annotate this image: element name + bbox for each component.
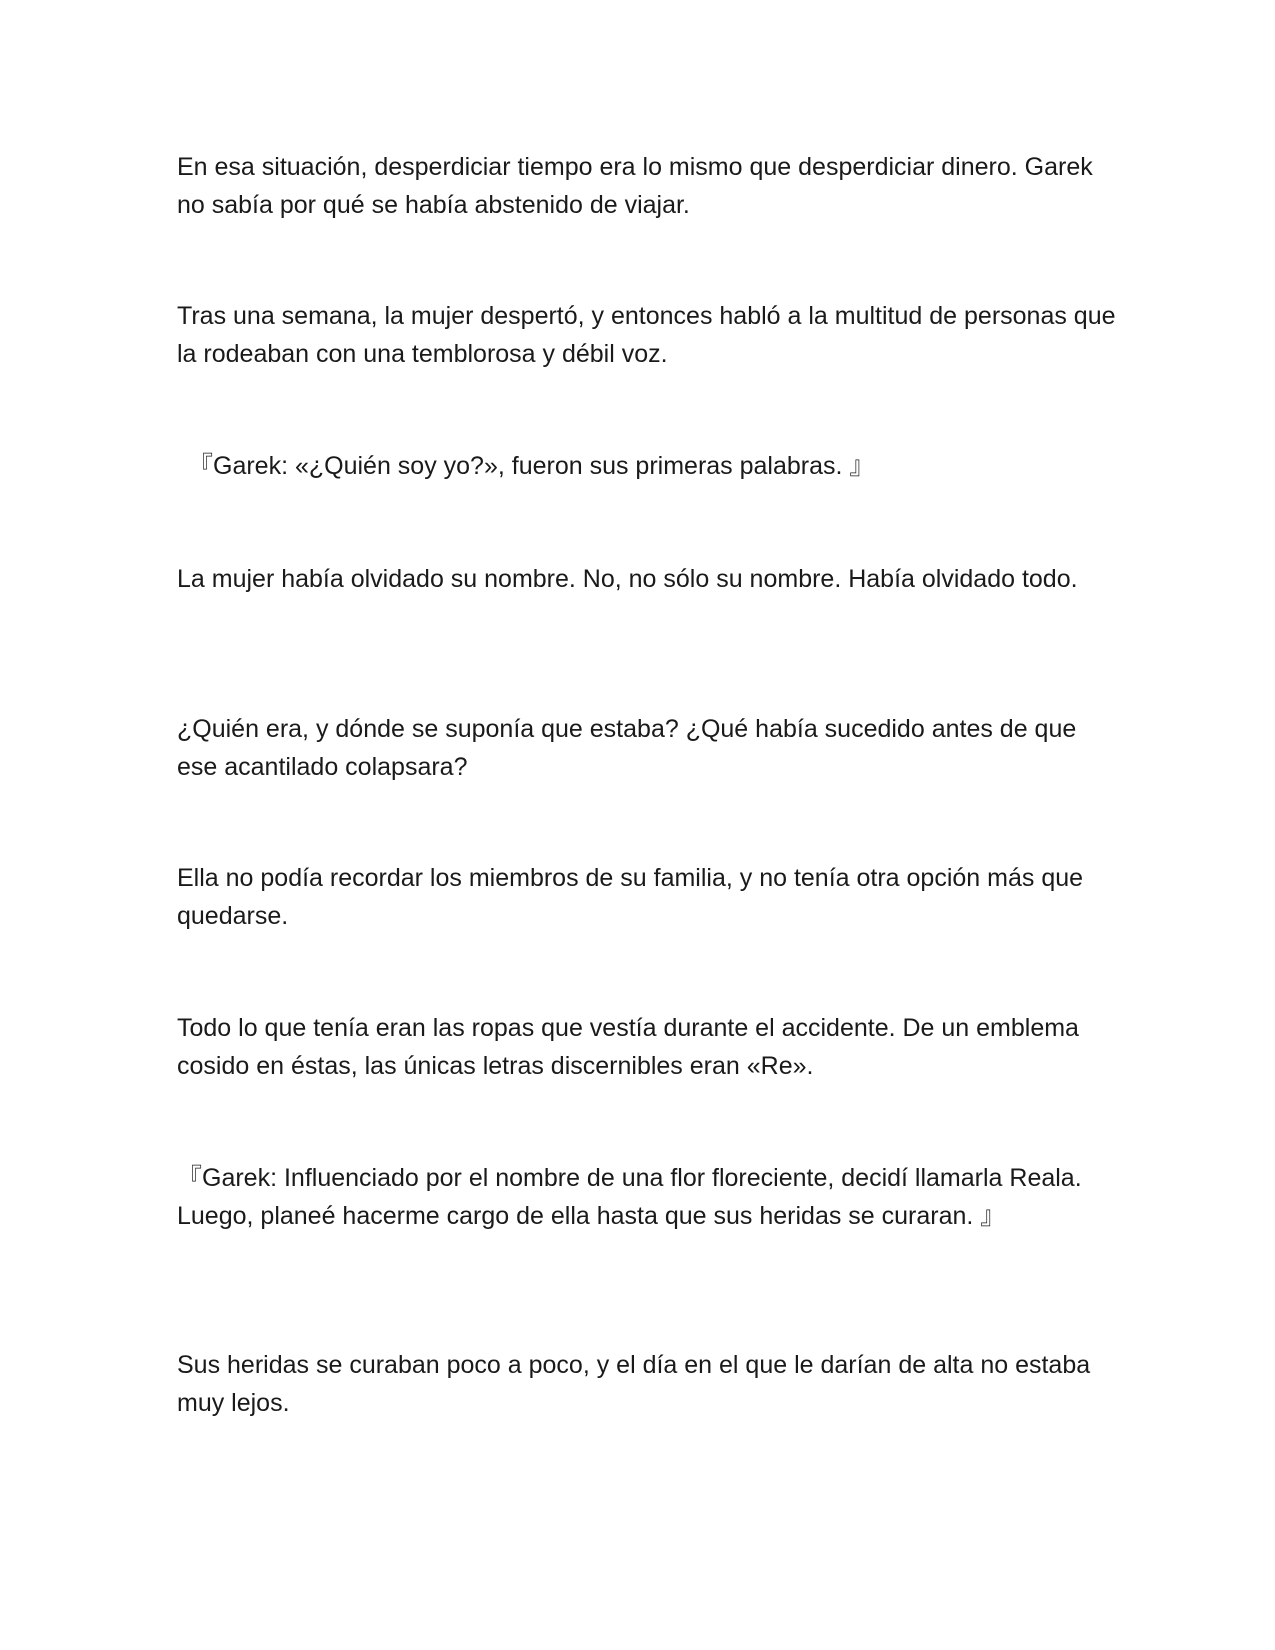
paragraph-7: Sus heridas se curaban poco a poco, y el día en el que le darían de alta no estaba muy lejos. xyxy=(177,1351,1091,1417)
paragraph-5: Ella no podía recordar los miembros de su familia, y no tenía otra opción más que quedarse. xyxy=(177,864,1084,930)
paragraph-3: La mujer había olvidado su nombre. No, no sólo su nombre. Había olvidado todo. xyxy=(177,565,1078,593)
paragraph-1: En esa situación, desperdiciar tiempo era lo mismo que desperdiciar dinero. Garek no sabía por qué se había abstenido de viajar. xyxy=(177,153,1093,219)
dialogue-quote-1: 『Garek: «¿Quién soy yo?», fueron sus primeras palabras. 』 xyxy=(188,452,875,480)
paragraph-2: Tras una semana, la mujer despertó, y entonces habló a la multitud de personas que la rodeaban con una temblorosa y débil voz. xyxy=(177,302,1116,368)
paragraph-4: ¿Quién era, y dónde se suponía que estaba? ¿Qué había sucedido antes de que ese acantilado colapsara? xyxy=(177,715,1077,781)
paragraph-6: Todo lo que tenía eran las ropas que vestía durante el accidente. De un emblema cosido en éstas, las únicas letras discernibles eran «Re». xyxy=(177,1014,1079,1080)
dialogue-quote-2: 『Garek: Influenciado por el nombre de una flor floreciente, decidí llamarla Reala. Luego, planeé hacerme cargo de ella hasta que sus heridas se curaran. 』 xyxy=(177,1164,1082,1230)
